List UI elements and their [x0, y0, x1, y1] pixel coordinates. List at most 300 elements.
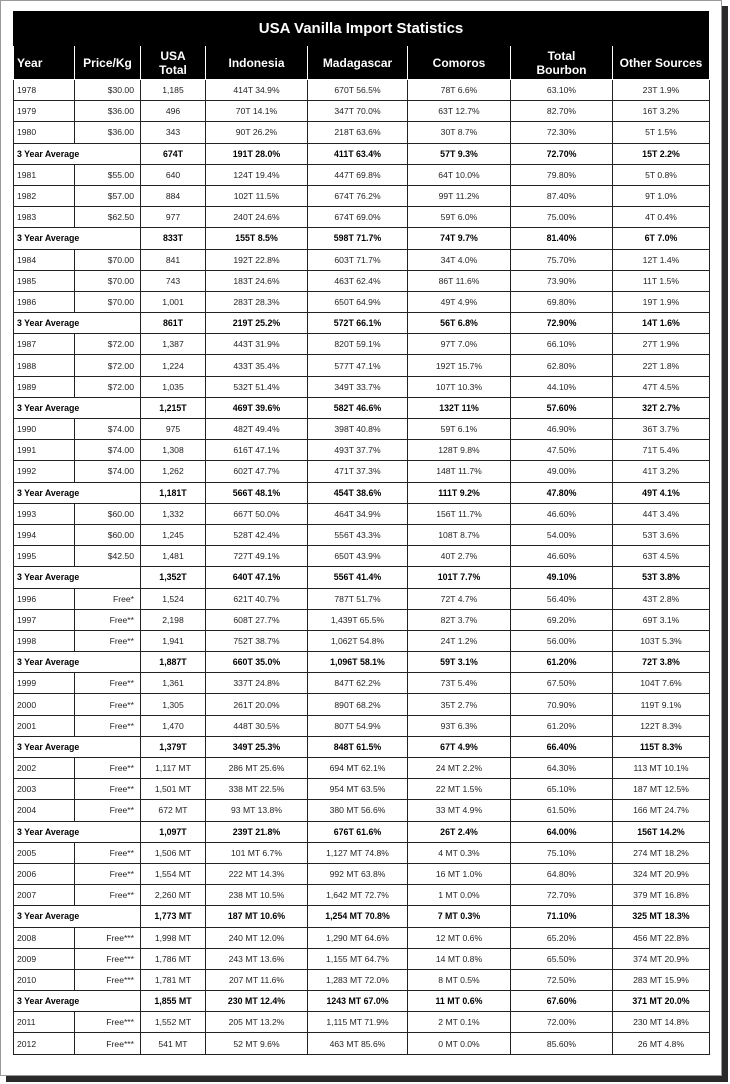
- cell-madagascar: 1243 MT 67.0%: [308, 991, 408, 1012]
- cell-total-bourbon: 64.80%: [511, 863, 613, 884]
- table-row: [14, 355, 710, 376]
- cell-year: 1985: [14, 270, 75, 291]
- cell-indonesia: 482T 49.4%: [206, 419, 308, 440]
- cell-usa-total: 1,215T: [141, 397, 206, 418]
- table-row: [14, 779, 710, 800]
- cell-year: 2012: [14, 1033, 75, 1054]
- cell-madagascar: 787T 51.7%: [308, 588, 408, 609]
- cell-usa-total: 674T: [141, 143, 206, 164]
- table-row: [14, 101, 710, 122]
- cell-indonesia: 286 MT 25.6%: [206, 758, 308, 779]
- cell-comoros: 12 MT 0.6%: [408, 927, 511, 948]
- cell-comoros: 59T 3.1%: [408, 652, 511, 673]
- cell-other-sources: 379 MT 16.8%: [613, 885, 710, 906]
- cell-total-bourbon: 61.20%: [511, 715, 613, 736]
- cell-comoros: 30T 8.7%: [408, 122, 511, 143]
- cell-total-bourbon: 72.50%: [511, 969, 613, 990]
- cell-total-bourbon: 75.10%: [511, 842, 613, 863]
- cell-price: $72.00: [75, 334, 141, 355]
- cell-total-bourbon: 67.60%: [511, 991, 613, 1012]
- cell-madagascar: 603T 71.7%: [308, 249, 408, 270]
- cell-madagascar: 349T 33.7%: [308, 376, 408, 397]
- cell-comoros: 24 MT 2.2%: [408, 758, 511, 779]
- cell-total-bourbon: 75.70%: [511, 249, 613, 270]
- cell-indonesia: 187 MT 10.6%: [206, 906, 308, 927]
- cell-comoros: 22 MT 1.5%: [408, 779, 511, 800]
- cell-other-sources: 374 MT 20.9%: [613, 948, 710, 969]
- cell-year: 1995: [14, 546, 75, 567]
- cell-usa-total: 1,245: [141, 524, 206, 545]
- cell-price: Free**: [75, 842, 141, 863]
- cell-total-bourbon: 56.00%: [511, 630, 613, 651]
- cell-comoros: 97T 7.0%: [408, 334, 511, 355]
- cell-other-sources: 16T 3.2%: [613, 101, 710, 122]
- cell-price: $36.00: [75, 101, 141, 122]
- cell-price: Free***: [75, 969, 141, 990]
- cell-usa-total: 1,308: [141, 440, 206, 461]
- cell-comoros: 0 MT 0.0%: [408, 1033, 511, 1054]
- cell-total-bourbon: 56.40%: [511, 588, 613, 609]
- cell-year: 2007: [14, 885, 75, 906]
- cell-year: 2000: [14, 694, 75, 715]
- cell-total-bourbon: 49.10%: [511, 567, 613, 588]
- table-row: [14, 80, 710, 101]
- cell-madagascar: 1,283 MT 72.0%: [308, 969, 408, 990]
- cell-indonesia: 261T 20.0%: [206, 694, 308, 715]
- cell-comoros: 82T 3.7%: [408, 609, 511, 630]
- cell-usa-total: 1,887T: [141, 652, 206, 673]
- cell-total-bourbon: 70.90%: [511, 694, 613, 715]
- cell-madagascar: 847T 62.2%: [308, 673, 408, 694]
- cell-usa-total: 1,097T: [141, 821, 206, 842]
- cell-price: $62.50: [75, 207, 141, 228]
- cell-indonesia: 239T 21.8%: [206, 821, 308, 842]
- cell-year: 1990: [14, 419, 75, 440]
- cell-indonesia: 414T 34.9%: [206, 80, 308, 101]
- cell-price: $72.00: [75, 355, 141, 376]
- cell-usa-total: 1,998 MT: [141, 927, 206, 948]
- table-row: [14, 694, 710, 715]
- page-title: USA Vanilla Import Statistics: [13, 11, 709, 46]
- cell-madagascar: 471T 37.3%: [308, 461, 408, 482]
- cell-madagascar: 218T 63.6%: [308, 122, 408, 143]
- table-row: [14, 249, 710, 270]
- table-row: [14, 1033, 710, 1054]
- table-row: [14, 419, 710, 440]
- cell-madagascar: 992 MT 63.8%: [308, 863, 408, 884]
- cell-madagascar: 463T 62.4%: [308, 270, 408, 291]
- table-row: [14, 334, 710, 355]
- table-row: [14, 164, 710, 185]
- cell-indonesia: 433T 35.4%: [206, 355, 308, 376]
- cell-indonesia: 219T 25.2%: [206, 313, 308, 334]
- cell-total-bourbon: 65.10%: [511, 779, 613, 800]
- cell-usa-total: 1,501 MT: [141, 779, 206, 800]
- cell-usa-total: 1,786 MT: [141, 948, 206, 969]
- cell-total-bourbon: 72.30%: [511, 122, 613, 143]
- cell-comoros: 148T 11.7%: [408, 461, 511, 482]
- cell-other-sources: 12T 1.4%: [613, 249, 710, 270]
- average-label: 3 Year Average: [14, 143, 141, 164]
- cell-madagascar: 1,290 MT 64.6%: [308, 927, 408, 948]
- average-label: 3 Year Average: [14, 228, 141, 249]
- cell-price: $72.00: [75, 376, 141, 397]
- cell-other-sources: 72T 3.8%: [613, 652, 710, 673]
- cell-other-sources: 43T 2.8%: [613, 588, 710, 609]
- cell-total-bourbon: 72.70%: [511, 143, 613, 164]
- cell-indonesia: 52 MT 9.6%: [206, 1033, 308, 1054]
- cell-other-sources: 325 MT 18.3%: [613, 906, 710, 927]
- header-usa-total: [141, 46, 206, 80]
- average-label: 3 Year Average: [14, 313, 141, 334]
- page: [13, 11, 709, 1055]
- cell-comoros: 8 MT 0.5%: [408, 969, 511, 990]
- cell-year: 1994: [14, 524, 75, 545]
- cell-other-sources: 19T 1.9%: [613, 291, 710, 312]
- cell-price: Free**: [75, 630, 141, 651]
- cell-total-bourbon: 69.20%: [511, 609, 613, 630]
- cell-price: Free**: [75, 609, 141, 630]
- cell-madagascar: 572T 66.1%: [308, 313, 408, 334]
- cell-price: Free**: [75, 673, 141, 694]
- cell-total-bourbon: 81.40%: [511, 228, 613, 249]
- cell-comoros: 73T 5.4%: [408, 673, 511, 694]
- table-row: [14, 715, 710, 736]
- cell-total-bourbon: 82.70%: [511, 101, 613, 122]
- cell-usa-total: 743: [141, 270, 206, 291]
- cell-madagascar: 447T 69.8%: [308, 164, 408, 185]
- cell-indonesia: 532T 51.4%: [206, 376, 308, 397]
- cell-year: 1997: [14, 609, 75, 630]
- table-row: [14, 969, 710, 990]
- cell-other-sources: 47T 4.5%: [613, 376, 710, 397]
- cell-indonesia: 183T 24.6%: [206, 270, 308, 291]
- cell-indonesia: 469T 39.6%: [206, 397, 308, 418]
- cell-price: $70.00: [75, 270, 141, 291]
- cell-price: $55.00: [75, 164, 141, 185]
- cell-other-sources: 283 MT 15.9%: [613, 969, 710, 990]
- cell-indonesia: 240 MT 12.0%: [206, 927, 308, 948]
- cell-indonesia: 124T 19.4%: [206, 164, 308, 185]
- cell-indonesia: 640T 47.1%: [206, 567, 308, 588]
- average-row: [14, 906, 710, 927]
- cell-comoros: 111T 9.2%: [408, 482, 511, 503]
- cell-other-sources: 14T 1.6%: [613, 313, 710, 334]
- cell-comoros: 108T 8.7%: [408, 524, 511, 545]
- cell-price: $57.00: [75, 185, 141, 206]
- cell-price: Free***: [75, 948, 141, 969]
- average-label: 3 Year Average: [14, 821, 141, 842]
- header-usa-line2: Total: [159, 62, 187, 77]
- cell-indonesia: 566T 48.1%: [206, 482, 308, 503]
- cell-year: 2010: [14, 969, 75, 990]
- cell-comoros: 33 MT 4.9%: [408, 800, 511, 821]
- header-other-sources: Other Sources: [613, 46, 710, 80]
- cell-other-sources: 324 MT 20.9%: [613, 863, 710, 884]
- cell-total-bourbon: 64.00%: [511, 821, 613, 842]
- cell-total-bourbon: 85.60%: [511, 1033, 613, 1054]
- cell-price: $74.00: [75, 461, 141, 482]
- cell-madagascar: 582T 46.6%: [308, 397, 408, 418]
- cell-year: 2006: [14, 863, 75, 884]
- cell-usa-total: 2,260 MT: [141, 885, 206, 906]
- cell-comoros: 101T 7.7%: [408, 567, 511, 588]
- cell-year: 1996: [14, 588, 75, 609]
- cell-comoros: 107T 10.3%: [408, 376, 511, 397]
- cell-year: 2004: [14, 800, 75, 821]
- cell-comoros: 74T 9.7%: [408, 228, 511, 249]
- table-row: [14, 927, 710, 948]
- cell-comoros: 63T 12.7%: [408, 101, 511, 122]
- cell-other-sources: 6T 7.0%: [613, 228, 710, 249]
- cell-madagascar: 674T 69.0%: [308, 207, 408, 228]
- cell-comoros: 64T 10.0%: [408, 164, 511, 185]
- cell-total-bourbon: 64.30%: [511, 758, 613, 779]
- cell-other-sources: 22T 1.8%: [613, 355, 710, 376]
- cell-comoros: 14 MT 0.8%: [408, 948, 511, 969]
- table-row: [14, 291, 710, 312]
- cell-usa-total: 1,117 MT: [141, 758, 206, 779]
- table-body: [14, 80, 710, 1055]
- cell-usa-total: 1,524: [141, 588, 206, 609]
- cell-other-sources: 11T 1.5%: [613, 270, 710, 291]
- cell-madagascar: 463 MT 85.6%: [308, 1033, 408, 1054]
- cell-price: Free*: [75, 588, 141, 609]
- cell-indonesia: 528T 42.4%: [206, 524, 308, 545]
- cell-year: 1980: [14, 122, 75, 143]
- cell-usa-total: 1,506 MT: [141, 842, 206, 863]
- average-label: 3 Year Average: [14, 906, 141, 927]
- cell-usa-total: 841: [141, 249, 206, 270]
- cell-total-bourbon: 46.90%: [511, 419, 613, 440]
- cell-usa-total: 1,224: [141, 355, 206, 376]
- cell-other-sources: 32T 2.7%: [613, 397, 710, 418]
- cell-usa-total: 1,352T: [141, 567, 206, 588]
- cell-indonesia: 70T 14.1%: [206, 101, 308, 122]
- cell-usa-total: 1,781 MT: [141, 969, 206, 990]
- cell-madagascar: 577T 47.1%: [308, 355, 408, 376]
- cell-madagascar: 848T 61.5%: [308, 736, 408, 757]
- cell-madagascar: 464T 34.9%: [308, 503, 408, 524]
- cell-comoros: 1 MT 0.0%: [408, 885, 511, 906]
- cell-total-bourbon: 67.50%: [511, 673, 613, 694]
- cell-comoros: 24T 1.2%: [408, 630, 511, 651]
- cell-other-sources: 230 MT 14.8%: [613, 1012, 710, 1033]
- cell-usa-total: 1,305: [141, 694, 206, 715]
- cell-total-bourbon: 79.80%: [511, 164, 613, 185]
- cell-madagascar: 556T 43.3%: [308, 524, 408, 545]
- cell-madagascar: 670T 56.5%: [308, 80, 408, 101]
- header-comoros: Comoros: [408, 46, 511, 80]
- table-row: [14, 842, 710, 863]
- cell-madagascar: 398T 40.8%: [308, 419, 408, 440]
- table-row: [14, 758, 710, 779]
- cell-comoros: 34T 4.0%: [408, 249, 511, 270]
- cell-indonesia: 667T 50.0%: [206, 503, 308, 524]
- cell-indonesia: 602T 47.7%: [206, 461, 308, 482]
- cell-other-sources: 104T 7.6%: [613, 673, 710, 694]
- cell-price: $70.00: [75, 291, 141, 312]
- cell-comoros: 7 MT 0.3%: [408, 906, 511, 927]
- table-row: [14, 122, 710, 143]
- table-row: [14, 673, 710, 694]
- cell-total-bourbon: 61.50%: [511, 800, 613, 821]
- cell-indonesia: 752T 38.7%: [206, 630, 308, 651]
- cell-comoros: 192T 15.7%: [408, 355, 511, 376]
- cell-comoros: 4 MT 0.3%: [408, 842, 511, 863]
- cell-comoros: 2 MT 0.1%: [408, 1012, 511, 1033]
- average-label: 3 Year Average: [14, 991, 141, 1012]
- cell-usa-total: 884: [141, 185, 206, 206]
- cell-indonesia: 616T 47.1%: [206, 440, 308, 461]
- cell-comoros: 128T 9.8%: [408, 440, 511, 461]
- cell-total-bourbon: 75.00%: [511, 207, 613, 228]
- cell-other-sources: 4T 0.4%: [613, 207, 710, 228]
- table-row: [14, 185, 710, 206]
- cell-price: $36.00: [75, 122, 141, 143]
- cell-other-sources: 456 MT 22.8%: [613, 927, 710, 948]
- average-row: [14, 652, 710, 673]
- cell-madagascar: 890T 68.2%: [308, 694, 408, 715]
- cell-total-bourbon: 57.60%: [511, 397, 613, 418]
- cell-other-sources: 49T 4.1%: [613, 482, 710, 503]
- cell-indonesia: 349T 25.3%: [206, 736, 308, 757]
- cell-price: $60.00: [75, 503, 141, 524]
- cell-total-bourbon: 66.40%: [511, 736, 613, 757]
- average-row: [14, 821, 710, 842]
- cell-madagascar: 650T 43.9%: [308, 546, 408, 567]
- cell-year: 2003: [14, 779, 75, 800]
- cell-indonesia: 448T 30.5%: [206, 715, 308, 736]
- table-row: [14, 948, 710, 969]
- cell-indonesia: 222 MT 14.3%: [206, 863, 308, 884]
- cell-usa-total: 1,773 MT: [141, 906, 206, 927]
- cell-price: Free**: [75, 779, 141, 800]
- cell-year: 1982: [14, 185, 75, 206]
- cell-madagascar: 411T 63.4%: [308, 143, 408, 164]
- cell-price: $74.00: [75, 440, 141, 461]
- cell-total-bourbon: 66.10%: [511, 334, 613, 355]
- cell-total-bourbon: 65.50%: [511, 948, 613, 969]
- cell-other-sources: 156T 14.2%: [613, 821, 710, 842]
- cell-other-sources: 69T 3.1%: [613, 609, 710, 630]
- cell-year: 1986: [14, 291, 75, 312]
- table-row: [14, 588, 710, 609]
- cell-total-bourbon: 46.60%: [511, 546, 613, 567]
- cell-madagascar: 820T 59.1%: [308, 334, 408, 355]
- cell-indonesia: 240T 24.6%: [206, 207, 308, 228]
- cell-usa-total: 1,552 MT: [141, 1012, 206, 1033]
- cell-other-sources: 9T 1.0%: [613, 185, 710, 206]
- cell-year: 1987: [14, 334, 75, 355]
- cell-usa-total: 1,181T: [141, 482, 206, 503]
- cell-madagascar: 1,254 MT 70.8%: [308, 906, 408, 927]
- cell-madagascar: 954 MT 63.5%: [308, 779, 408, 800]
- average-row: [14, 228, 710, 249]
- cell-indonesia: 660T 35.0%: [206, 652, 308, 673]
- cell-madagascar: 1,155 MT 64.7%: [308, 948, 408, 969]
- table-row: [14, 207, 710, 228]
- cell-comoros: 16 MT 1.0%: [408, 863, 511, 884]
- cell-other-sources: 27T 1.9%: [613, 334, 710, 355]
- cell-total-bourbon: 47.80%: [511, 482, 613, 503]
- cell-usa-total: 672 MT: [141, 800, 206, 821]
- cell-price: Free***: [75, 1012, 141, 1033]
- cell-other-sources: 53T 3.6%: [613, 524, 710, 545]
- cell-other-sources: 44T 3.4%: [613, 503, 710, 524]
- cell-comoros: 26T 2.4%: [408, 821, 511, 842]
- cell-indonesia: 205 MT 13.2%: [206, 1012, 308, 1033]
- cell-usa-total: 1,387: [141, 334, 206, 355]
- cell-comoros: 35T 2.7%: [408, 694, 511, 715]
- cell-indonesia: 338 MT 22.5%: [206, 779, 308, 800]
- cell-price: Free***: [75, 927, 141, 948]
- cell-other-sources: 41T 3.2%: [613, 461, 710, 482]
- average-row: [14, 991, 710, 1012]
- cell-usa-total: 496: [141, 101, 206, 122]
- cell-year: 1998: [14, 630, 75, 651]
- cell-madagascar: 493T 37.7%: [308, 440, 408, 461]
- cell-indonesia: 283T 28.3%: [206, 291, 308, 312]
- cell-total-bourbon: 72.90%: [511, 313, 613, 334]
- cell-year: 1999: [14, 673, 75, 694]
- cell-usa-total: 975: [141, 419, 206, 440]
- average-label: 3 Year Average: [14, 736, 141, 757]
- cell-indonesia: 101 MT 6.7%: [206, 842, 308, 863]
- cell-year: 1979: [14, 101, 75, 122]
- header-indonesia: Indonesia: [206, 46, 308, 80]
- cell-total-bourbon: 72.00%: [511, 1012, 613, 1033]
- cell-total-bourbon: 73.90%: [511, 270, 613, 291]
- average-row: [14, 313, 710, 334]
- cell-other-sources: 36T 3.7%: [613, 419, 710, 440]
- cell-madagascar: 1,096T 58.1%: [308, 652, 408, 673]
- cell-usa-total: 640: [141, 164, 206, 185]
- header-price: Price/Kg: [75, 46, 141, 80]
- cell-other-sources: 122T 8.3%: [613, 715, 710, 736]
- cell-total-bourbon: 49.00%: [511, 461, 613, 482]
- cell-comoros: 72T 4.7%: [408, 588, 511, 609]
- cell-other-sources: 63T 4.5%: [613, 546, 710, 567]
- cell-usa-total: 861T: [141, 313, 206, 334]
- cell-price: Free**: [75, 694, 141, 715]
- cell-price: Free**: [75, 715, 141, 736]
- cell-year: 1978: [14, 80, 75, 101]
- cell-madagascar: 1,439T 65.5%: [308, 609, 408, 630]
- cell-madagascar: 454T 38.6%: [308, 482, 408, 503]
- cell-price: Free**: [75, 885, 141, 906]
- cell-comoros: 67T 4.9%: [408, 736, 511, 757]
- cell-comoros: 156T 11.7%: [408, 503, 511, 524]
- table-row: [14, 546, 710, 567]
- average-row: [14, 143, 710, 164]
- cell-madagascar: 598T 71.7%: [308, 228, 408, 249]
- cell-comoros: 78T 6.6%: [408, 80, 511, 101]
- cell-price: Free**: [75, 863, 141, 884]
- cell-price: $60.00: [75, 524, 141, 545]
- cell-indonesia: 102T 11.5%: [206, 185, 308, 206]
- average-label: 3 Year Average: [14, 652, 141, 673]
- cell-indonesia: 230 MT 12.4%: [206, 991, 308, 1012]
- cell-year: 2009: [14, 948, 75, 969]
- cell-price: $30.00: [75, 80, 141, 101]
- cell-other-sources: 26 MT 4.8%: [613, 1033, 710, 1054]
- cell-usa-total: 1,361: [141, 673, 206, 694]
- table-header: [14, 46, 710, 80]
- cell-usa-total: 1,855 MT: [141, 991, 206, 1012]
- table-row: [14, 376, 710, 397]
- header-total-bourbon: [511, 46, 613, 80]
